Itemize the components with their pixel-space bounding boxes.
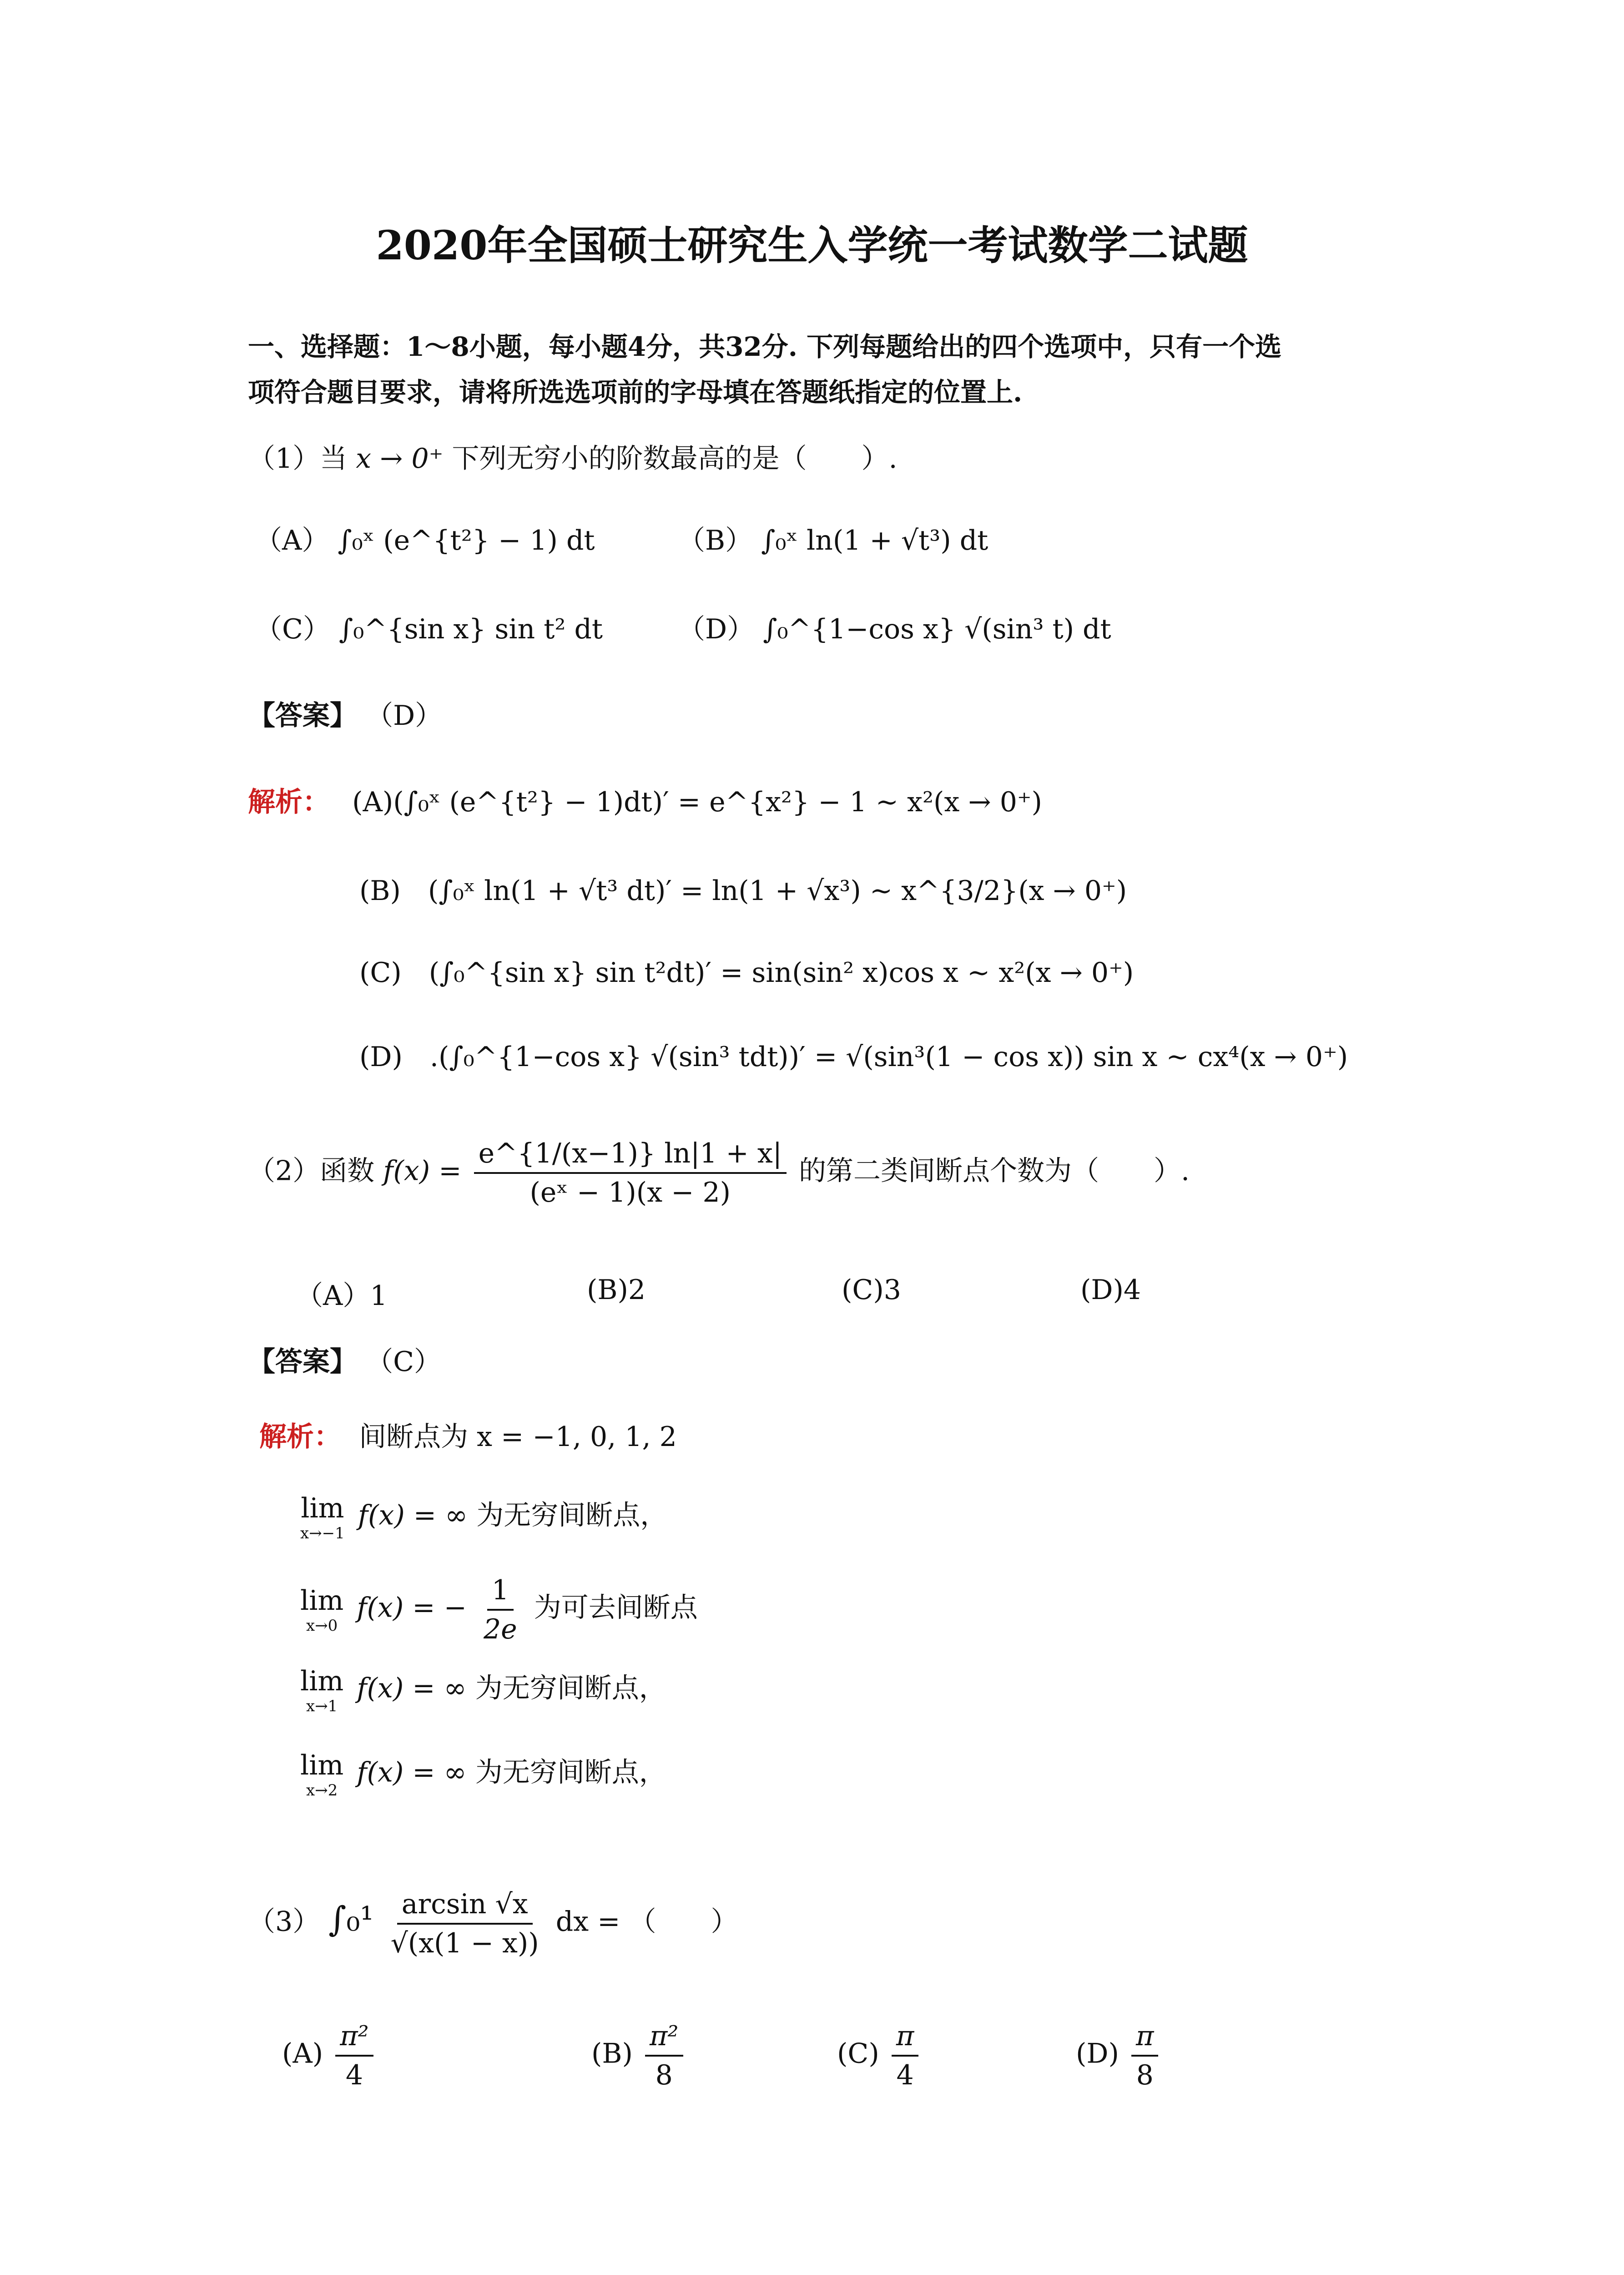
q3-suffix: dx = （ ）: [555, 1906, 738, 1938]
q3-option-c: [837, 2020, 922, 2091]
q2-limit-4: [300, 1749, 666, 1800]
q1-analysis-a-row: [248, 780, 1042, 819]
q3-option-c-fraction: [892, 2020, 918, 2091]
q1-option-d-expr: ∫₀^{1−cos x} √(sin³ t) dt: [763, 613, 1111, 645]
q1-option-a-expr: ∫₀ˣ (e^{t²} − 1) dt: [338, 525, 595, 556]
q2-analysis-intro: 间断点为 x = −1, 0, 1, 2: [359, 1421, 677, 1453]
q2-limit-2-operator: lim x→0: [300, 1585, 344, 1635]
q2-option-d: (D)4: [1080, 1274, 1141, 1306]
q3-option-d-label: (D): [1076, 2037, 1119, 2070]
q1-analysis-a: (A)(∫₀ˣ (e^{t²} − 1)dt)′ = e^{x²} − 1 ~ x²(x → 0⁺): [352, 786, 1042, 818]
q1-analysis-b: (B) (∫₀ˣ ln(1 + √t³ dt)′ = ln(1 + √x³) ~ x^{3/2}(x → 0⁺): [359, 875, 1127, 907]
q1-option-a-label: （A）: [255, 525, 329, 556]
q2-answer-tag: 【答案】: [248, 1346, 357, 1378]
q2-limit-3: [300, 1665, 666, 1715]
q3-option-a-den: 4: [345, 2059, 363, 2091]
q1-option-b-expr: ∫₀ˣ ln(1 + √t³) dt: [761, 525, 989, 556]
q2-limit-1-expr: f(x) = ∞: [358, 1499, 468, 1532]
q2-limit-2: [300, 1574, 698, 1645]
q2-option-a: （A）1: [296, 1280, 388, 1312]
q1-stem-prefix: （1）当: [248, 443, 348, 475]
q3-option-c-label: (C): [837, 2037, 879, 2070]
q1-stem-math: x → 0⁺: [356, 443, 444, 475]
q2-fraction: [474, 1138, 787, 1208]
q2-limit-4-operator: lim x→2: [300, 1749, 344, 1800]
q2-analysis-intro-row: [259, 1415, 677, 1454]
q3-option-c-num: π: [892, 2020, 918, 2057]
q2-limit-1-operator: lim x→−1: [300, 1492, 345, 1542]
q3-option-b-num: π²: [645, 2020, 683, 2057]
q2-answer-value: （C）: [366, 1346, 441, 1378]
q1-option-b-label: （B）: [678, 525, 753, 556]
q3-denominator: √(x(1 − x)): [390, 1927, 539, 1959]
q2-func: f(x) =: [383, 1155, 462, 1187]
q1-option-d-label: （D）: [678, 613, 755, 645]
q2-limit-2-den: 2e: [484, 1613, 517, 1645]
q3-option-a-label: (A): [282, 2037, 323, 2070]
q2-numerator: e^{1/(x−1)} ln|1 + x|: [474, 1138, 787, 1174]
q3-option-a: [282, 2020, 377, 2091]
q1-answer: [248, 694, 442, 733]
section-instructions-line2: 项符合题目要求，请将所选选项前的字母填在答题纸指定的位置上.: [248, 377, 1023, 408]
q2-stem-suffix: 的第二类间断点个数为（ ）.: [799, 1155, 1190, 1187]
q3-numerator: arcsin √x: [397, 1888, 533, 1925]
q2-limit-3-text: 为无穷间断点，: [475, 1672, 666, 1704]
q1-analysis-d: (D) .(∫₀^{1−cos x} √(sin³ tdt))′ = √(sin³(1 − cos x)) sin x ~ cx⁴(x → 0⁺): [359, 1041, 1348, 1073]
q2-denominator: (eˣ − 1)(x − 2): [530, 1177, 731, 1208]
q3-option-d-den: 8: [1136, 2059, 1154, 2091]
q2-limit-3-sub: x→1: [306, 1697, 338, 1715]
q2-limit-4-text: 为无穷间断点，: [475, 1756, 666, 1789]
q3-option-d: [1076, 2020, 1162, 2091]
q2-option-b: (B)2: [587, 1274, 646, 1306]
q3-option-d-fraction: [1131, 2020, 1158, 2091]
q3-option-a-fraction: [335, 2020, 373, 2091]
q1-analysis-tag: 解析：: [248, 786, 330, 818]
q3-stem: [248, 1888, 738, 1959]
page-title: 2020年全国硕士研究生入学统一考试数学二试题: [376, 222, 1248, 269]
q3-fraction: [386, 1888, 544, 1959]
q3-option-b-den: 8: [655, 2059, 673, 2091]
q3-option-b-label: (B): [591, 2037, 633, 2070]
q2-limit-2-num: 1: [487, 1574, 514, 1611]
q1-option-a: [255, 519, 595, 558]
q2-limit-3-expr: f(x) = ∞: [357, 1672, 467, 1704]
q2-limit-2-sub: x→0: [306, 1617, 338, 1635]
q1-option-c-label: （C）: [255, 613, 330, 645]
q3-option-c-den: 4: [896, 2059, 914, 2091]
q3-integral: ∫₀¹: [328, 1899, 374, 1939]
q1-option-c-expr: ∫₀^{sin x} sin t² dt: [339, 613, 603, 645]
q2-limit-1: [300, 1492, 667, 1542]
q1-answer-value: （D）: [366, 700, 443, 732]
q3-option-b-fraction: [645, 2020, 683, 2091]
q2-limit-3-operator: lim x→1: [300, 1665, 344, 1715]
q2-limit-1-sub: x→−1: [300, 1524, 345, 1542]
q1-option-b: [678, 519, 988, 558]
q2-answer: [248, 1340, 441, 1379]
q1-option-c: [255, 607, 603, 647]
q1-option-d: [678, 607, 1111, 647]
q3-label: （3）: [248, 1906, 320, 1938]
section-instructions-line1: 一、选择题：1～8小题，每小题4分，共32分. 下列每题给出的四个选项中，只有一个选: [248, 331, 1282, 362]
q2-limit-2-expr: f(x) = −: [357, 1592, 467, 1624]
q1-stem-suffix: 下列无穷小的阶数最高的是（ ）.: [452, 443, 898, 475]
q3-option-a-num: π²: [335, 2020, 373, 2057]
q1-answer-tag: 【答案】: [248, 700, 357, 732]
q2-limit-2-text: 为可去间断点: [534, 1592, 698, 1624]
q2-option-c: (C)3: [842, 1274, 901, 1306]
q2-limit-4-sub: x→2: [306, 1781, 338, 1800]
q3-option-d-num: π: [1131, 2020, 1158, 2057]
q2-stem: [248, 1138, 1190, 1208]
q1-analysis-c: (C) (∫₀^{sin x} sin t²dt)′ = sin(sin² x)cos x ~ x²(x → 0⁺): [359, 957, 1134, 989]
q2-limit-4-expr: f(x) = ∞: [357, 1756, 467, 1789]
q3-option-b: [591, 2020, 687, 2091]
q2-limit-1-text: 为无穷间断点，: [476, 1499, 668, 1532]
q2-stem-prefix: （2）函数: [248, 1155, 375, 1187]
q2-analysis-tag: 解析：: [259, 1421, 341, 1453]
q2-limit-2-fraction: [479, 1574, 522, 1645]
q1-stem: [248, 437, 898, 476]
